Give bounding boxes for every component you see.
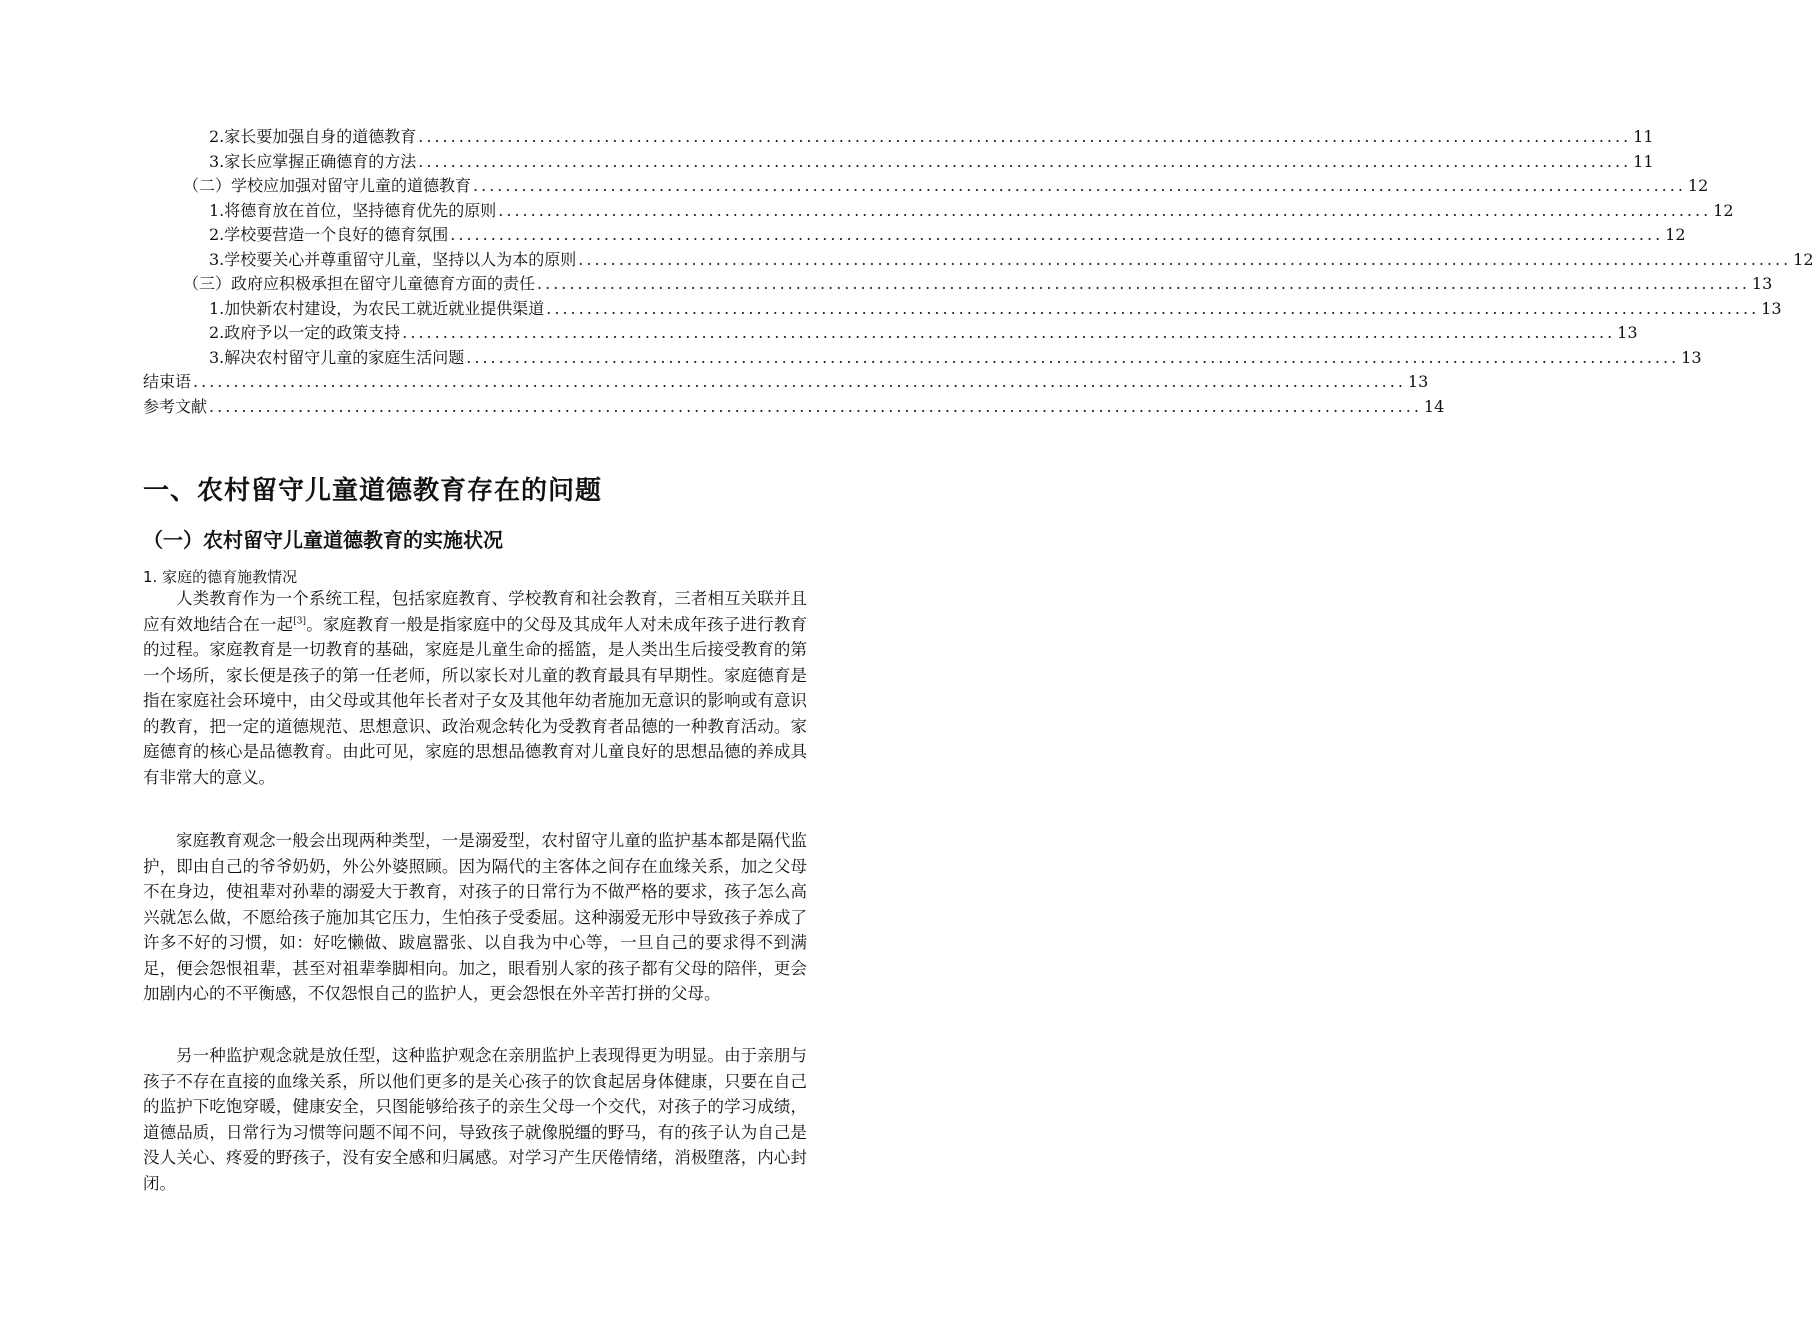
citation-ref[interactable]: [3] xyxy=(293,616,307,626)
toc-leader-dots: ...................................................................................................................................................... xyxy=(402,323,1616,342)
toc-leader-dots: ...................................................................................................................................................... xyxy=(546,298,1760,318)
toc-entry[interactable] xyxy=(143,296,1782,321)
paragraph-text: 。家庭教育一般是指家庭中的父母及其成年人对未成年孩子进行教育的过程。家庭教育是一切教育的基础，家庭是儿童生命的摇篮，是人类出生后接受教育的第一个场所，家长便是孩子的第一任老师，所以家长对儿童的教育最具有早期性。家庭德育是指在家庭社会环境中，由父母或其他年长者对子女及其他年幼者施加无意识的影响或有意识的教育，把一定的道德规范、思想意识、政治观念转化为受教育者品德的一种教育活动。家庭德育的核心是品德教育。由此可见，家庭的思想品德教育对儿童良好的思想品德的养成具有非常大的意义。 xyxy=(143,614,808,787)
toc-page-number: 13 xyxy=(1407,372,1429,391)
toc-leader-dots: ...................................................................................................................................................... xyxy=(498,200,1712,220)
toc-page-number: 12 xyxy=(1665,225,1686,244)
toc-leader-dots: ...................................................................................................................................................... xyxy=(193,372,1406,391)
toc-page-number: 11 xyxy=(1633,151,1654,171)
toc-leader-dots: ...................................................................................................................................................... xyxy=(450,225,1664,244)
toc-page-number: 13 xyxy=(1761,298,1782,318)
toc-entry-title: 结束语 xyxy=(143,372,192,391)
toc-entry-title: 1.加快新农村建设，为农民工就近就业提供渠道 xyxy=(209,298,545,318)
toc-page-number: 12 xyxy=(1687,176,1709,195)
toc-entry[interactable] xyxy=(143,394,1445,419)
toc-entry-title: 1.将德育放在首位，坚持德育优先的原则 xyxy=(209,200,497,220)
chapter-heading: 一、农村留守儿童道德教育存在的问题 xyxy=(143,476,603,506)
toc-leader-dots: ...................................................................................................................................................... xyxy=(209,396,1422,416)
toc-leader-dots: ...................................................................................................................................................... xyxy=(466,347,1680,367)
toc-entry[interactable] xyxy=(143,173,1709,198)
toc-entry-title: 3.家长应掌握正确德育的方法 xyxy=(209,151,417,171)
toc-page-number: 13 xyxy=(1681,347,1702,367)
toc-leader-dots: ...................................................................................................................................................... xyxy=(537,274,1750,293)
subsection-heading: 1. 家庭的德育施教情况 xyxy=(143,568,298,586)
toc-entry[interactable] xyxy=(143,222,1686,247)
toc-entry[interactable] xyxy=(143,345,1702,370)
toc-entry-title: 3.学校要关心并尊重留守儿童，坚持以人为本的原则 xyxy=(209,249,577,269)
toc-page-number: 12 xyxy=(1793,249,1814,269)
toc-page-number: 13 xyxy=(1751,274,1773,293)
toc-entry-title: 2.学校要营造一个良好的德育氛围 xyxy=(209,225,449,244)
section-heading: （一）农村留守儿童道德教育的实施状况 xyxy=(143,528,503,552)
toc-entry[interactable] xyxy=(143,369,1429,394)
toc-entry[interactable] xyxy=(143,149,1654,174)
toc-entry-title: 2.政府予以一定的政策支持 xyxy=(209,323,401,342)
body-paragraph xyxy=(143,586,807,790)
toc-entry-title: （二）学校应加强对留守儿童的道德教育 xyxy=(183,176,472,195)
toc-page-number: 12 xyxy=(1713,200,1734,220)
table-of-contents xyxy=(143,124,1814,418)
toc-entry-title: （三）政府应积极承担在留守儿童德育方面的责任 xyxy=(183,274,536,293)
toc-entry-title: 2.家长要加强自身的道德教育 xyxy=(209,127,417,146)
toc-entry[interactable] xyxy=(143,271,1773,296)
body-paragraph: 家庭教育观念一般会出现两种类型，一是溺爱型，农村留守儿童的监护基本都是隔代监护，即由自己的爷爷奶奶，外公外婆照顾。因为隔代的主客体之间存在血缘关系，加之父母不在身边，使祖辈对孙辈的溺爱大于教育，对孩子的日常行为不做严格的要求，孩子怎么高兴就怎么做，不愿给孩子施加其它压力，生怕孩子受委屈。这种溺爱无形中导致孩子养成了许多不好的习惯，如：好吃懒做、跋扈嚣张、以自我为中心等，一旦自己的要求得不到满足，便会怨恨祖辈，甚至对祖辈拳脚相向。加之，眼看别人家的孩子都有父母的陪伴，更会加剧内心的不平衡感，不仅怨恨自己的监护人，更会怨恨在外辛苦打拼的父母。 xyxy=(143,831,807,1003)
toc-entry[interactable] xyxy=(143,247,1814,272)
toc-leader-dots: ...................................................................................................................................................... xyxy=(418,127,1632,146)
toc-leader-dots: ...................................................................................................................................................... xyxy=(578,249,1792,269)
toc-leader-dots: ...................................................................................................................................................... xyxy=(418,151,1632,171)
paragraph-text: 人类教育作为一个系统工程，包括家庭教育、学校教育和社会教育，三者相互关联并且应有效地结合在一起 xyxy=(143,589,807,634)
toc-entry[interactable] xyxy=(143,198,1734,223)
toc-entry[interactable] xyxy=(143,124,1654,149)
toc-entry[interactable] xyxy=(143,320,1638,345)
toc-page-number: 13 xyxy=(1617,323,1638,342)
toc-page-number: 11 xyxy=(1633,127,1654,146)
toc-leader-dots: ...................................................................................................................................................... xyxy=(473,176,1686,195)
body-paragraph: 另一种监护观念就是放任型，这种监护观念在亲朋监护上表现得更为明显。由于亲朋与孩子不存在直接的血缘关系，所以他们更多的是关心孩子的饮食起居身体健康，只要在自己的监护下吃饱穿暖，健康安全，只图能够给孩子的亲生父母一个交代，对孩子的学习成绩，道德品质，日常行为习惯等问题不闻不问，导致孩子就像脱缰的野马，有的孩子认为自己是没人关心、疼爱的野孩子，没有安全感和归属感。对学习产生厌倦情绪，消极堕落，内心封闭。 xyxy=(143,1046,807,1193)
toc-entry-title: 参考文献 xyxy=(143,396,208,416)
toc-entry-title: 3.解决农村留守儿童的家庭生活问题 xyxy=(209,347,465,367)
toc-page-number: 14 xyxy=(1423,396,1445,416)
